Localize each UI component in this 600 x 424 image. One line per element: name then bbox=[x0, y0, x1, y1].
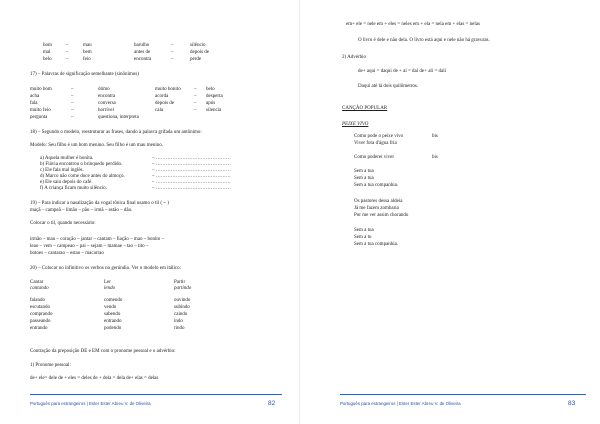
section-subheading: 2) Advérbio bbox=[342, 55, 367, 60]
verb-gerund: lendo bbox=[104, 286, 116, 291]
verb-cell: sabendo bbox=[104, 312, 121, 317]
verse-line: Por me ver assim chorando bbox=[354, 213, 409, 218]
synonym-cell: horrível bbox=[98, 108, 114, 113]
synonym-cell: muito bom bbox=[30, 87, 52, 92]
synonym-cell: silencia bbox=[206, 108, 222, 113]
pair-cell: – bbox=[171, 57, 174, 62]
pair-cell: – bbox=[171, 43, 174, 48]
verb-cell: entrando bbox=[30, 326, 48, 331]
answer-blank: – ……………………………………… bbox=[152, 168, 231, 173]
footer-rule bbox=[30, 394, 282, 395]
verb-cell: rindo bbox=[174, 326, 185, 331]
example-sentence: O livro é dele e não dela. O livro está aqui e nele não há gravuras. bbox=[358, 38, 490, 43]
verb-cell: vendo bbox=[104, 305, 117, 310]
verb-cell: ouvindo bbox=[174, 298, 191, 303]
verb-cell: subindo bbox=[174, 305, 190, 310]
verse-bis: bis bbox=[432, 155, 438, 160]
verse-line: Sem a tua bbox=[354, 169, 374, 174]
section-heading: Contração da preposição DE e EM com o pronome pessoal e o advérbio: bbox=[30, 349, 176, 354]
verb-header: Partir bbox=[174, 280, 186, 285]
contraction-line: de+ ele= dele de + eles = deles de + dela = dela de+ elas = delas bbox=[30, 376, 159, 381]
verse-line: Sem a tua bbox=[354, 176, 374, 181]
pair-cell: feio bbox=[83, 57, 91, 62]
pair-cell: encontra bbox=[134, 57, 152, 62]
synonym-cell: depois de bbox=[155, 101, 175, 106]
pair-cell: mau bbox=[83, 43, 92, 48]
synonym-cell: – bbox=[71, 101, 74, 106]
verb-cell: indo bbox=[174, 319, 183, 324]
synonym-cell: muito feio bbox=[30, 108, 51, 113]
exercise-heading: 19) – Para indicar a nasalização da vogal tônica final usamo o til ( ~ ) bbox=[30, 201, 169, 206]
verse-line: Como poderei viver bbox=[354, 155, 394, 160]
song-heading: CANÇÃO POPULAR bbox=[342, 106, 388, 111]
model-sentence: Modelo: Seu filho é um bom menino. Seu filho é um mau menino. bbox=[30, 143, 164, 148]
pair-cell: depois de bbox=[190, 50, 210, 55]
verse-line: Viver fora d'água fria bbox=[354, 141, 397, 146]
answer-blank: – ……………………………………… bbox=[152, 162, 231, 167]
verse-line: Já me fazem zombaria bbox=[354, 206, 399, 211]
sentence: a) Aquela mulher é bonita. bbox=[40, 156, 94, 161]
synonym-cell: cala bbox=[155, 108, 164, 113]
answer-blank: – ……………………………………… bbox=[152, 186, 231, 191]
contraction-line: em+ ele = nele em + eles = neles em + ela = nela em + elas = nelas bbox=[346, 22, 480, 27]
exercise-heading: 18) – Segundo o modelo, reestruturar as frases, dando à palavra grifada um antônimo: bbox=[30, 130, 202, 135]
synonym-cell: pergunta bbox=[30, 115, 48, 120]
example-line: maçã – campeã – limão – pão – irmã – estão – dão. bbox=[30, 208, 133, 213]
sentence: f) A criança ficam muito silêncio. bbox=[40, 186, 107, 191]
verse-bis: bis bbox=[432, 134, 438, 139]
footer-text: Português para estrangeiros | Ester Ester Abreu V. de Oliveira bbox=[30, 401, 151, 406]
exercise-heading: 20) – Colocar no infinitivo os verbos no gerúndio. Ver o modelo em itálico: bbox=[30, 266, 181, 271]
synonym-cell: – bbox=[71, 94, 74, 99]
synonym-cell: – bbox=[194, 87, 197, 92]
synonym-cell: questiona, interpreta bbox=[98, 115, 139, 120]
verse-line: Sem a tua bbox=[354, 228, 374, 233]
verb-header: Ler bbox=[104, 280, 111, 285]
word-line: leao – vem – campeao – pai – sejam – mamae – tao – tito – bbox=[30, 244, 149, 249]
page-number: 82 bbox=[268, 400, 276, 407]
synonym-cell: – bbox=[71, 87, 74, 92]
synonym-cell: desperta bbox=[206, 94, 223, 99]
pair-cell: belo bbox=[43, 57, 52, 62]
synonym-cell: muito bonito bbox=[155, 87, 181, 92]
pair-cell: perde bbox=[190, 57, 202, 62]
pair-cell: – bbox=[171, 50, 174, 55]
section-subheading: 1) Pronome pessoal: bbox=[30, 363, 71, 368]
adverb-line: de+ aqui = daqui de + aí = daí de+ ali = dali bbox=[358, 69, 447, 74]
synonym-cell: – bbox=[71, 115, 74, 120]
sentence: b) Flávia encontrou o brinquedo perdido. bbox=[40, 162, 123, 167]
verb-cell: entrando bbox=[104, 319, 122, 324]
adverb-example: Daqui até lá dois quilômetros. bbox=[358, 84, 419, 89]
verse-line: Sem a tu bbox=[354, 235, 372, 240]
answer-blank: – ……………………………………… bbox=[152, 174, 231, 179]
sentence: c) Ele fala mal inglês. bbox=[40, 168, 84, 173]
sentence: e) Ele saiu depois do café. bbox=[40, 180, 93, 185]
word-line: irmão – mau – coração – jantar – cantam – fiação – mao – bonito – bbox=[30, 237, 164, 242]
synonym-cell: conversa bbox=[98, 101, 116, 106]
synonym-cell: – bbox=[194, 101, 197, 106]
synonym-cell: – bbox=[194, 108, 197, 113]
synonym-cell: acorda bbox=[155, 94, 169, 99]
pair-cell: – bbox=[66, 57, 69, 62]
synonym-cell: acha bbox=[30, 94, 40, 99]
verb-cell: escutando bbox=[30, 305, 50, 310]
pair-cell: – bbox=[66, 43, 69, 48]
synonym-cell: encontra bbox=[98, 94, 116, 99]
footer-rule bbox=[340, 394, 586, 395]
exercise-heading: 17) – Palavras de significação semelhante (sinônimos) bbox=[30, 72, 139, 77]
synonym-cell: após bbox=[206, 101, 216, 106]
verse-line: Sem a tua companhia. bbox=[354, 183, 399, 188]
pair-cell: antes de bbox=[134, 50, 151, 55]
song-title: PEIXE VIVO bbox=[342, 122, 369, 127]
pair-cell: mal bbox=[43, 50, 51, 55]
verb-cell: falando bbox=[30, 298, 45, 303]
verb-gerund: partindo bbox=[174, 286, 192, 291]
synonym-cell: – bbox=[194, 94, 197, 99]
page-number: 83 bbox=[568, 400, 576, 407]
verb-cell: comendo bbox=[104, 298, 123, 303]
instruction: Colocar o til, quando necessário: bbox=[30, 221, 96, 226]
synonym-cell: belo bbox=[206, 87, 215, 92]
sentence: d) Marco não come doce antes do almoço. bbox=[40, 174, 125, 179]
pair-cell: bem bbox=[83, 50, 92, 55]
verb-cell: passeando bbox=[30, 319, 51, 324]
verb-cell: podendo bbox=[104, 326, 122, 331]
verb-cell: comprando bbox=[30, 312, 53, 317]
verb-cell: caindo bbox=[174, 312, 188, 317]
pair-cell: bom bbox=[43, 43, 52, 48]
right-page bbox=[300, 0, 600, 424]
verse-line: Sem a tua companhia. bbox=[354, 242, 399, 247]
pair-cell: silêncio bbox=[190, 43, 206, 48]
pair-cell: – bbox=[66, 50, 69, 55]
footer-text: Português para estrangeiros | Ester Ester Abreu V. de Oliveira bbox=[340, 401, 461, 406]
synonym-cell: fala bbox=[30, 101, 38, 106]
verb-header: Cantar bbox=[30, 280, 44, 285]
word-line: botoes – cantarao – estao – macarrao bbox=[30, 251, 104, 256]
verse-line: Como pode o peixe vivo bbox=[354, 134, 404, 139]
verse-line: Os pastores dessa aldeia bbox=[354, 199, 403, 204]
synonym-cell: – bbox=[71, 108, 74, 113]
synonym-cell: ótimo bbox=[98, 87, 110, 92]
pair-cell: barulho bbox=[134, 43, 150, 48]
answer-blank: – ……………………………………… bbox=[152, 156, 231, 161]
verb-gerund: cantando bbox=[30, 286, 49, 291]
answer-blank: – ……………………………………… bbox=[152, 180, 231, 185]
